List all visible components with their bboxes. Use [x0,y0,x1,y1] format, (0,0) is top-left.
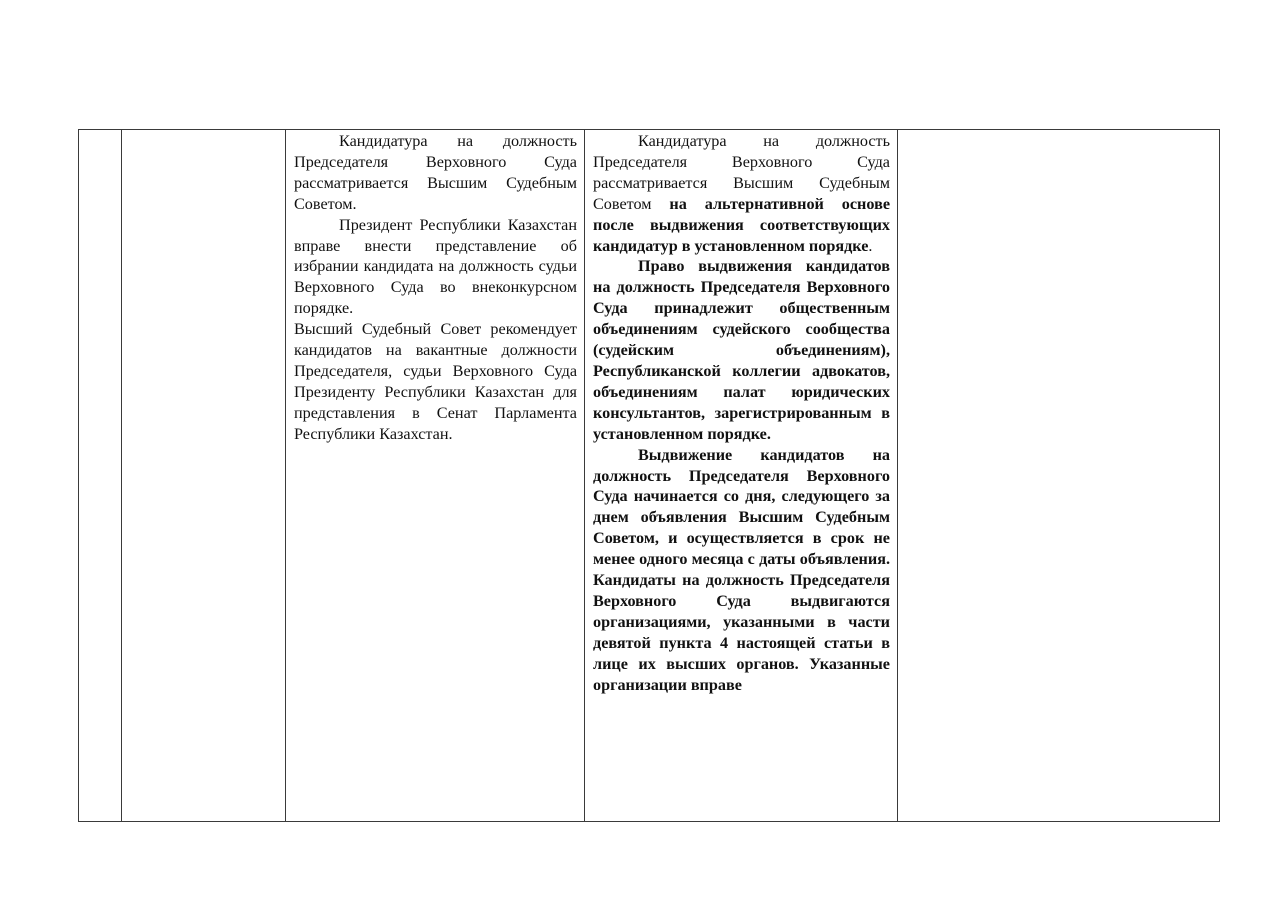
proposed-paragraph-1-bold: на альтернативной основе после выдвижения соответствующих кандидатур в установленном порядке [593,194,890,255]
current-paragraph-2: Президент Республики Казахстан вправе внести представление об избрании кандидата на должность судьи Верховного Суда во внеконкурсном порядке. [294,215,577,318]
proposed-paragraph-1 [593,131,890,256]
proposed-paragraph-3: Выдвижение кандидатов на должность Председателя Верховного Суда начинается со дня, следующего за днем объявления Высшим Судебным Советом, и осуществляется в срок не менее одного месяца с даты объявления. Кандидаты на должность Председателя Верховного Суда выдвигаются организациями, указанными в части девятой пункта 4 настоящей статьи в лице их высших органов. Указанные организации вправе [593,445,890,694]
column-divider-1 [121,130,122,821]
proposed-paragraph-1-end: . [868,236,873,255]
current-edition-cell [294,131,577,445]
comparison-table [78,129,1220,822]
current-paragraph-3: Высший Судебный Совет рекомендует кандидатов на вакантные должности Председателя, судьи Верховного Суда Президенту Республики Казахстан для представления в Сенат Парламента Республики Казахстан. [294,320,577,443]
proposed-paragraph-1-plain: Кандидатура на должность Председателя Верховного Суда рассматривается Высшим Судебным Советом [593,132,890,213]
column-divider-2 [285,130,286,821]
proposed-edition-cell [593,131,890,823]
proposed-paragraph-2: Право выдвижения кандидатов на должность Председателя Верховного Суда принадлежит общественным объединениям судейского сообщества (судейским объединениям), Республиканской коллегии адвокатов, объединениям палат юридических консультантов, зарегистрированным в установленном порядке. [593,257,890,443]
column-divider-4 [897,130,898,821]
column-divider-3 [584,130,585,821]
current-paragraph-1: Кандидатура на должность Председателя Верховного Суда рассматривается Высшим Судебным Советом. [294,132,577,213]
